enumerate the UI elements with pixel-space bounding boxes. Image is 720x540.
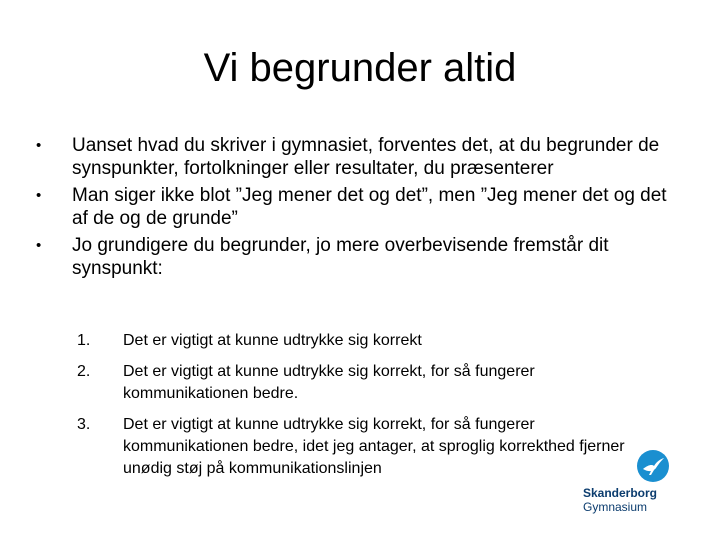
bullet-item — [36, 234, 686, 280]
logo-subtitle: Gymnasium — [583, 500, 648, 514]
bullet-text: Man siger ikke blot ”Jeg mener det og det”, men ”Jeg mener det og det af de og de grunde” — [72, 185, 667, 229]
bullet-text: Jo grundigere du begrunder, jo mere overbevisende fremstår dit synspunkt: — [72, 235, 609, 279]
bird-emblem-icon — [637, 450, 669, 482]
bullet-marker: • — [36, 237, 42, 254]
numbered-text: Det er vigtigt at kunne udtrykke sig korrekt — [123, 332, 422, 349]
bullet-item — [36, 134, 686, 180]
bullet-marker: • — [36, 137, 42, 154]
bullet-marker: • — [36, 187, 42, 204]
numbered-text: Det er vigtigt at kunne udtrykke sig korrekt, for så fungerer kommunikationen bedre, idet jeg antager, at sproglig korrekthed fjerner unødig støj på kommunikationslinjen — [123, 416, 625, 477]
numbered-item — [72, 330, 652, 352]
bullet-text: Uanset hvad du skriver i gymnasiet, forventes det, at du begrunder de synspunkter, fortolkninger eller resultater, du præsenterer — [72, 135, 660, 179]
bullet-list — [36, 134, 686, 284]
slide-title: Vi begrunder altid — [203, 46, 517, 90]
bullet-item — [36, 184, 686, 230]
item-number: 3. — [77, 416, 91, 433]
item-number: 2. — [77, 363, 91, 380]
numbered-list — [72, 330, 652, 489]
numbered-item — [72, 414, 652, 480]
logo-name: Skanderborg — [583, 486, 658, 500]
school-logo — [583, 450, 683, 518]
numbered-item — [72, 361, 652, 405]
item-number: 1. — [77, 332, 91, 349]
numbered-text: Det er vigtigt at kunne udtrykke sig korrekt, for så fungerer kommunikationen bedre. — [123, 363, 535, 402]
